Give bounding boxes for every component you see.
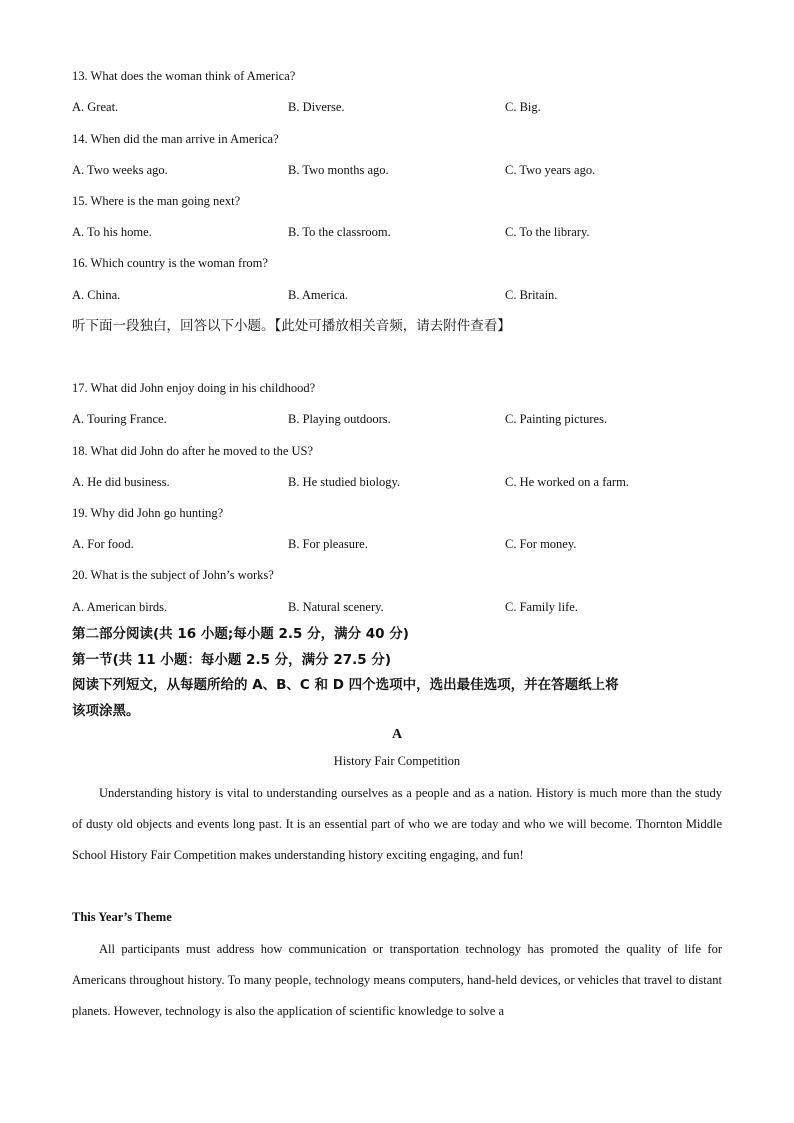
reading-instruction-line1: 阅读下列短文，从每题所给的 A、B、C 和 D 四个选项中，选出最佳选项，并在答题纸上将 bbox=[72, 677, 619, 693]
options-14 bbox=[72, 162, 722, 178]
option-b: B. Diverse. bbox=[288, 100, 345, 114]
options-16 bbox=[72, 287, 722, 303]
passage-letter: A bbox=[391, 727, 403, 742]
option-a: A. China. bbox=[72, 288, 121, 302]
option-a: A. To his home. bbox=[72, 225, 152, 239]
passage-paragraph-1: Understanding history is vital to understanding ourselves as a people and as a nation. History is much more than the study of dusty old objects and events long past. It is an essential part of who we are today and who we will become. Thornton Middle School History Fair Competition makes understanding history exciting engaging, and fun! bbox=[72, 786, 722, 862]
option-c: C. Painting pictures. bbox=[505, 412, 608, 426]
option-b: B. America. bbox=[288, 288, 349, 302]
option-a: A. He did business. bbox=[72, 475, 170, 489]
option-b: B. For pleasure. bbox=[288, 537, 368, 551]
question-17: 17. What did John enjoy doing in his childhood? bbox=[72, 381, 316, 395]
question-19: 19. Why did John go hunting? bbox=[72, 506, 224, 520]
listen-instruction: 听下面一段独白，回答以下小题。【此处可播放相关音频，请去附件查看】 bbox=[72, 318, 511, 334]
reading-instruction-line2: 该项涂黑。 bbox=[72, 703, 140, 719]
question-18: 18. What did John do after he moved to the US? bbox=[72, 444, 314, 458]
option-a: A. For food. bbox=[72, 537, 134, 551]
options-13 bbox=[72, 99, 722, 115]
option-c: C. For money. bbox=[505, 537, 577, 551]
section1-heading: 第一节(共 11 小题：每小题 2.5 分，满分 27.5 分) bbox=[72, 652, 392, 668]
option-c: C. Two years ago. bbox=[505, 163, 596, 177]
option-c: C. To the library. bbox=[505, 225, 590, 239]
passage-title: History Fair Competition bbox=[333, 754, 461, 768]
options-19 bbox=[72, 536, 722, 552]
option-a: A. Touring France. bbox=[72, 412, 167, 426]
question-14: 14. When did the man arrive in America? bbox=[72, 132, 279, 146]
question-13: 13. What does the woman think of America? bbox=[72, 69, 296, 83]
option-c: C. He worked on a farm. bbox=[505, 475, 629, 489]
option-c: C. Big. bbox=[505, 100, 541, 114]
question-15: 15. Where is the man going next? bbox=[72, 194, 241, 208]
option-b: B. Playing outdoors. bbox=[288, 412, 391, 426]
part2-heading: 第二部分阅读(共 16 小题;每小题 2.5 分，满分 40 分) bbox=[72, 626, 409, 642]
question-20: 20. What is the subject of John’s works? bbox=[72, 568, 274, 582]
option-b: B. To the classroom. bbox=[288, 225, 391, 239]
passage-paragraph-2: All participants must address how communication or transportation technology has promoted the quality of life for Americans throughout history. To many people, technology means computers, hand-held devices, or vehicles that travel to distant planets. However, technology is also the application of scientific knowledge to solve a bbox=[72, 942, 722, 1018]
option-a: A. Two weeks ago. bbox=[72, 163, 168, 177]
question-16: 16. Which country is the woman from? bbox=[72, 256, 268, 270]
theme-heading: This Year’s Theme bbox=[72, 910, 172, 924]
option-a: A. American birds. bbox=[72, 600, 168, 614]
option-c: C. Family life. bbox=[505, 600, 578, 614]
option-b: B. He studied biology. bbox=[288, 475, 401, 489]
option-a: A. Great. bbox=[72, 100, 119, 114]
option-b: B. Natural scenery. bbox=[288, 600, 384, 614]
options-17 bbox=[72, 411, 722, 427]
option-c: C. Britain. bbox=[505, 288, 558, 302]
option-b: B. Two months ago. bbox=[288, 163, 389, 177]
options-20 bbox=[72, 599, 722, 615]
options-18 bbox=[72, 474, 722, 490]
options-15 bbox=[72, 224, 722, 240]
